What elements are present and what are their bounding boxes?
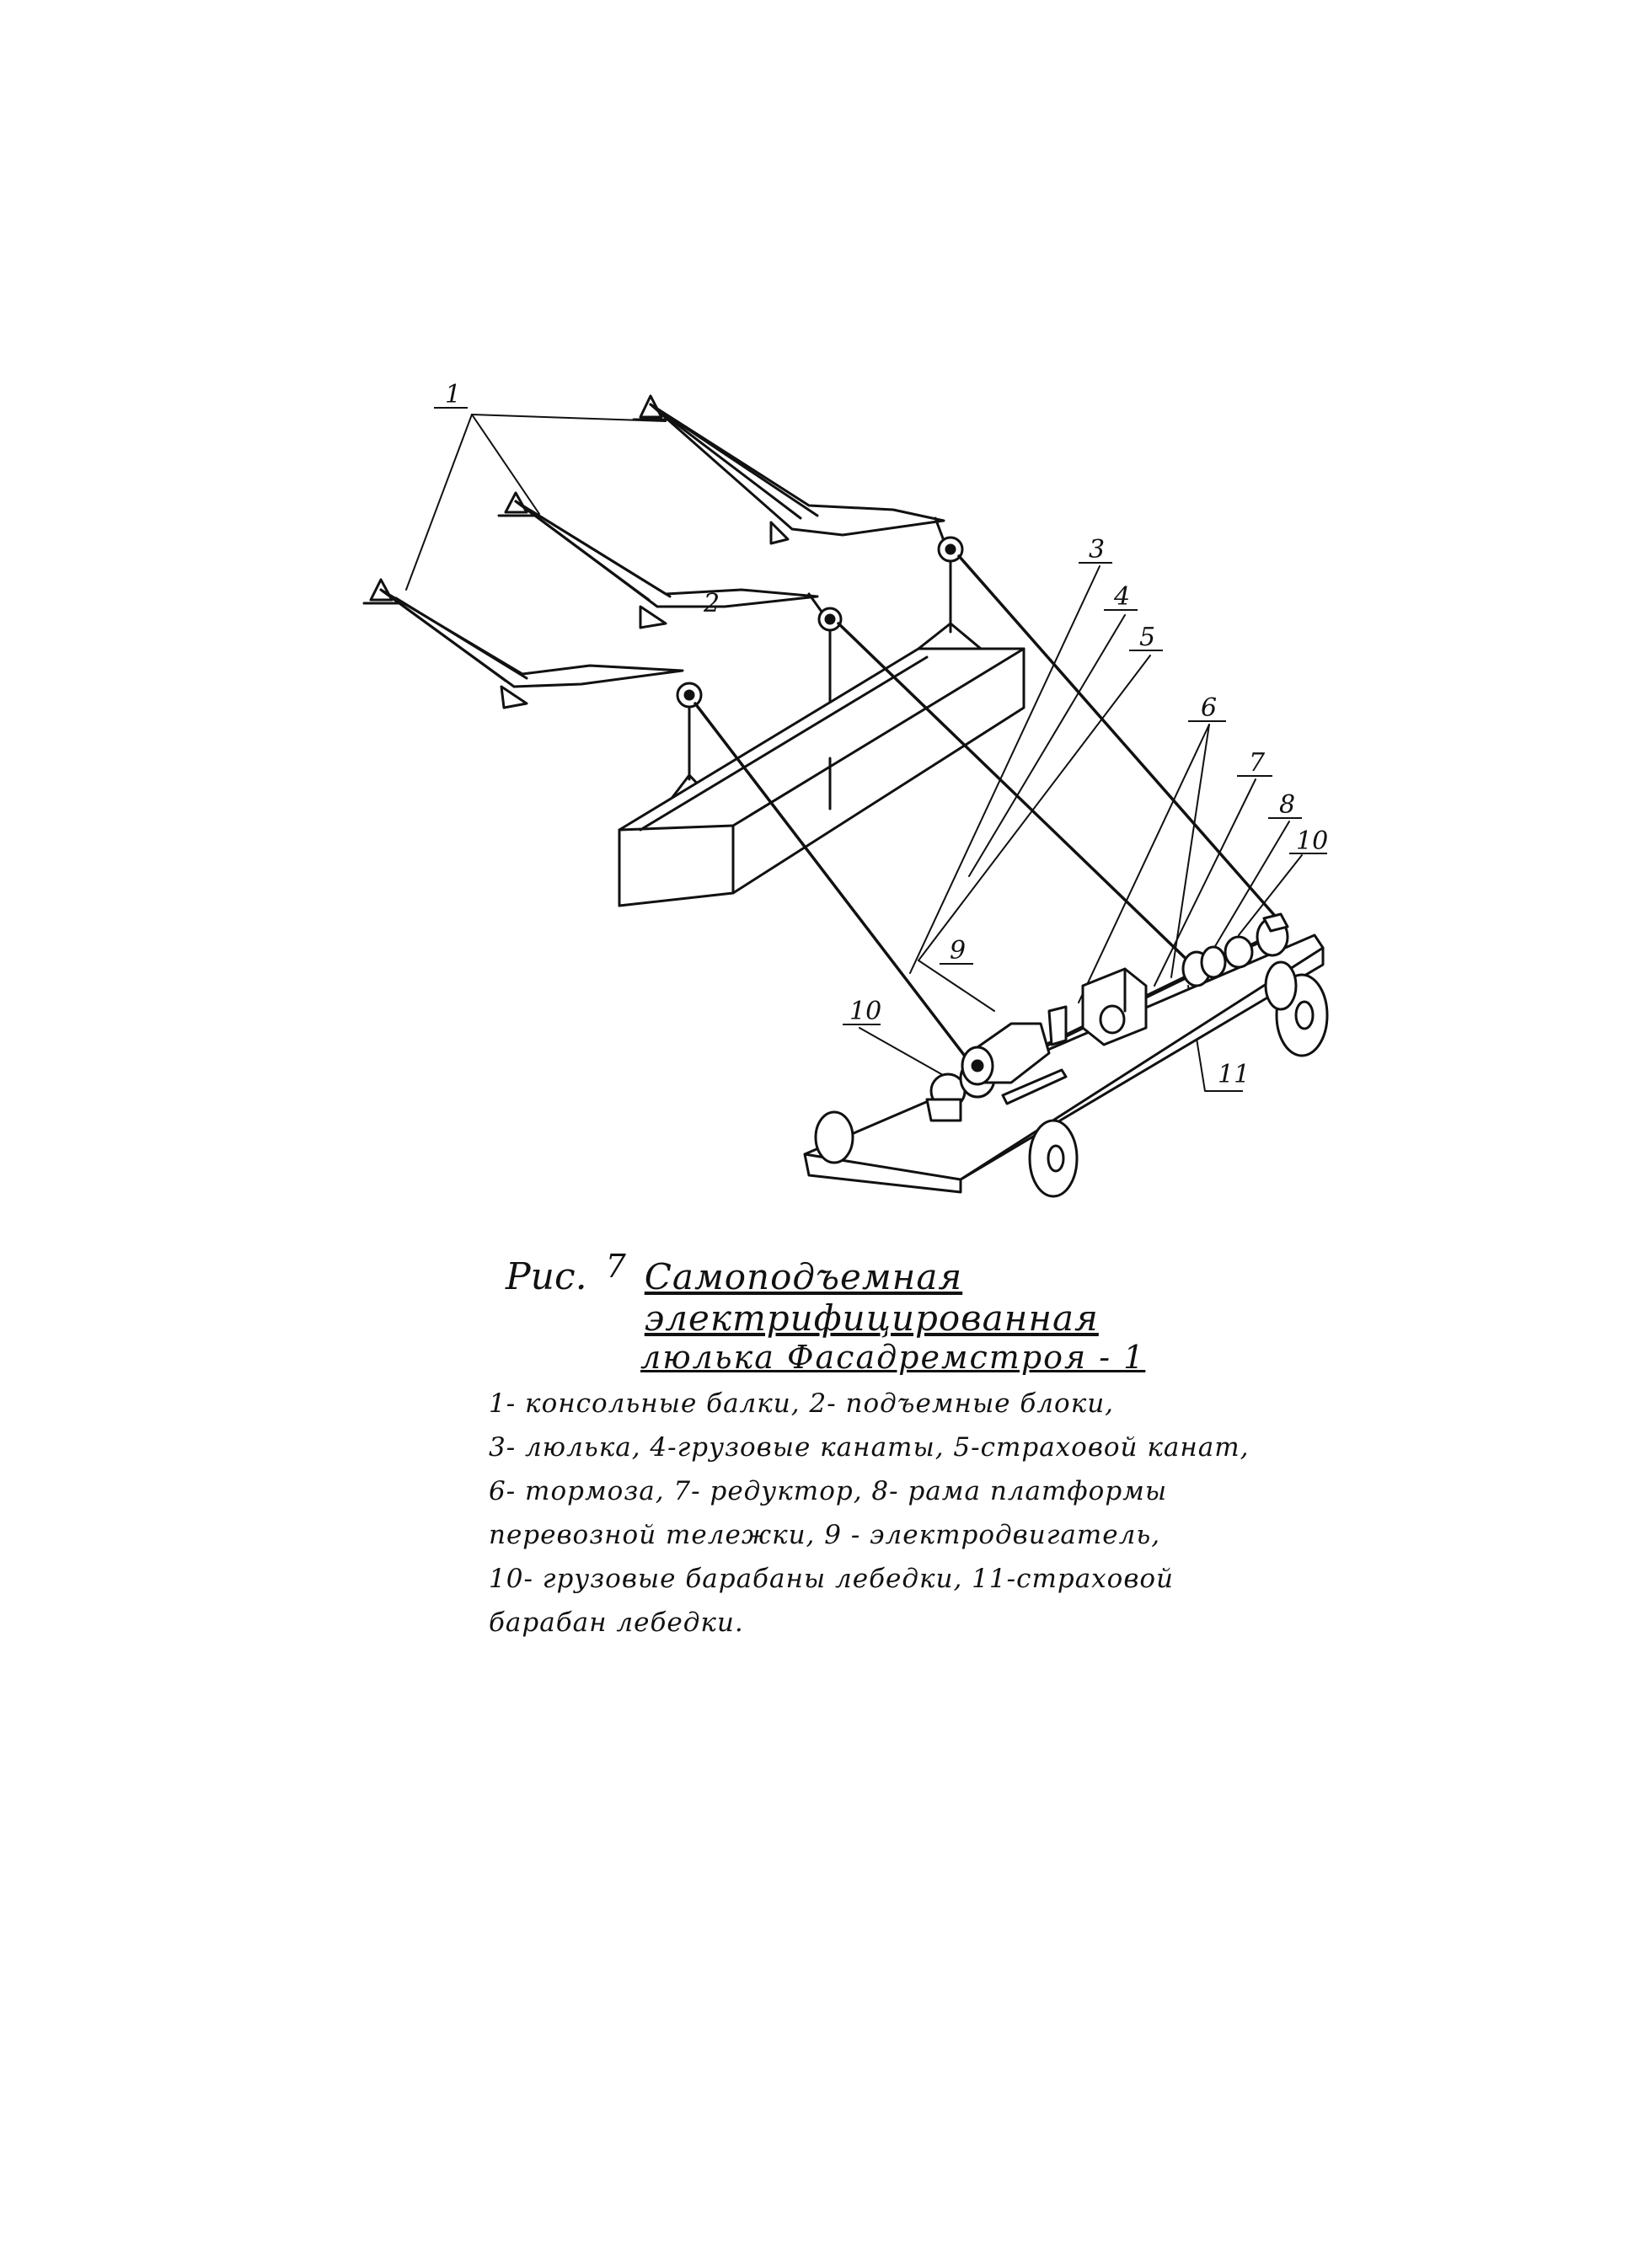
callout-label: 8 xyxy=(1279,790,1296,820)
cantilever-beam-middle xyxy=(499,493,830,628)
callout-label: 11 xyxy=(1218,1060,1250,1089)
callout-label: 9 xyxy=(950,936,967,966)
callout-label: 5 xyxy=(1139,623,1156,652)
figure-title-line-1: Самоподъемная электрифицированная xyxy=(644,1256,1099,1339)
legend-line: 10- грузовые барабаны лебедки, 11-страховой xyxy=(489,1564,1174,1594)
callout-label: 3 xyxy=(1089,535,1106,564)
figure-prefix: Рис. xyxy=(506,1255,587,1298)
legend-line: 3- люлька, 4-грузовые канаты, 5-страховой канат, xyxy=(489,1432,1250,1463)
callout-label: 7 xyxy=(1249,748,1266,778)
legend-line: 6- тормоза, 7- редуктор, 8- рама платформы xyxy=(489,1476,1168,1506)
figure-legend xyxy=(489,1382,1374,1645)
legend-line: 1- консольные балки, 2- подъемные блоки, xyxy=(489,1388,1115,1419)
caption-line-1 xyxy=(506,1248,1348,1339)
callout-label: 10 xyxy=(849,997,882,1026)
callout-label: 10 xyxy=(1296,826,1329,856)
callout-label: 2 xyxy=(704,589,720,618)
figure-title-line-2: люлька Фасадремстроя - 1 xyxy=(640,1339,1146,1376)
cantilever-beam-front xyxy=(364,580,683,708)
cantilever-beam-back xyxy=(634,396,948,552)
callout-label: 1 xyxy=(445,380,462,409)
figure-number: 7 xyxy=(605,1248,626,1285)
callout-label: 4 xyxy=(1114,582,1131,612)
figure-caption xyxy=(506,1248,1348,1376)
legend-line: барабан лебедки. xyxy=(489,1607,744,1638)
callout-label: 6 xyxy=(1201,693,1218,723)
legend-line: перевозной тележки, 9 - электродвигатель, xyxy=(489,1520,1161,1550)
